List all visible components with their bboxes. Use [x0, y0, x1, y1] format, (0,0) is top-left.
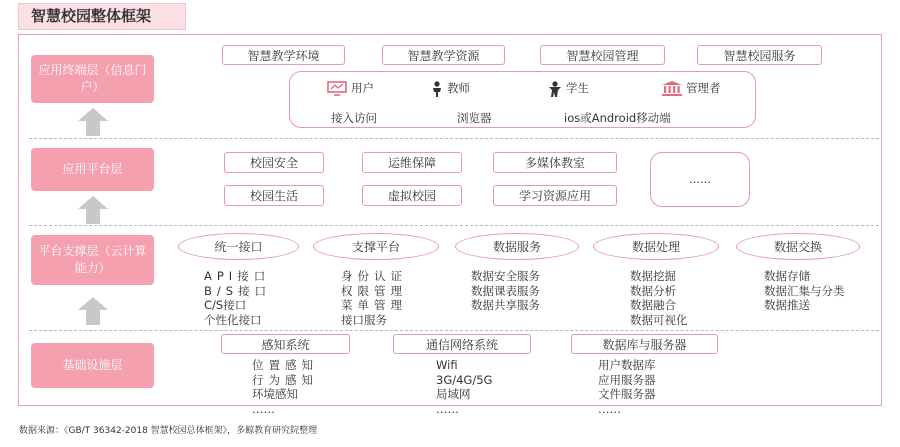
- list-item: 数据可视化: [630, 312, 688, 327]
- list-item: 数据融合: [630, 298, 676, 312]
- list-item: 环境感知: [252, 387, 298, 401]
- support-oval-data-processing: 数据处理: [593, 233, 719, 260]
- platform-item-campus-security: 校园安全: [224, 152, 324, 173]
- list-item: 菜单管理: [341, 298, 407, 312]
- list-item: B/S接口: [204, 283, 272, 298]
- diagram-title: 智慧校园整体框架: [18, 3, 186, 30]
- student-icon: [548, 81, 562, 97]
- infra-box-database: 数据库与服务器: [571, 334, 718, 354]
- list-item: 数据安全服务: [471, 269, 540, 283]
- list-item: ……: [252, 401, 275, 416]
- list-item: API接口: [204, 269, 271, 283]
- list-item: 个性化接口: [204, 312, 262, 327]
- platform-item-campus-life: 校园生活: [224, 185, 324, 206]
- support-oval-support-platform: 支撑平台: [313, 233, 439, 260]
- list-item: ……: [436, 401, 459, 416]
- infra-list-database: [598, 358, 656, 416]
- list-item: ……: [598, 401, 621, 416]
- up-arrow-icon: [78, 108, 108, 136]
- list-item: 数据汇集与分类: [764, 283, 845, 298]
- list-item: 用户数据库: [598, 358, 656, 372]
- support-list-data-processing: [630, 269, 688, 327]
- list-item: 数据课表服务: [471, 283, 540, 298]
- support-list-platform: [341, 269, 407, 327]
- terminal-box-campus-service: 智慧校园服务: [697, 45, 822, 65]
- list-item: 权限管理: [341, 283, 407, 298]
- up-arrow-icon: [78, 297, 108, 325]
- up-arrow-icon: [78, 196, 108, 224]
- platform-item-multimedia-classroom: 多媒体教室: [493, 152, 617, 173]
- infra-box-network: 通信网络系统: [393, 334, 531, 354]
- list-item: C/S接口: [204, 298, 247, 312]
- list-item: 行为感知: [252, 372, 318, 387]
- platform-item-more: ……: [650, 152, 750, 207]
- infra-box-sensing: 感知系统: [221, 334, 350, 354]
- access-browser-label: 浏览器: [457, 111, 492, 125]
- access-mobile-label: ios或Android移动端: [564, 111, 671, 125]
- building-icon: [662, 81, 682, 96]
- layer-divider: [29, 225, 879, 226]
- layer-divider: [29, 330, 879, 331]
- terminal-box-campus-management: 智慧校园管理: [540, 45, 665, 65]
- list-item: 应用服务器: [598, 372, 656, 387]
- infra-list-network: [436, 358, 492, 416]
- layer-label-support: 平台支撑层（云计算能力）: [31, 235, 154, 285]
- list-item: 局域网: [436, 387, 471, 401]
- layer-label-terminal: 应用终端层（信息门户）: [31, 55, 154, 103]
- user-role-admin: 管理者: [662, 80, 721, 96]
- user-role-student: 学生: [548, 80, 589, 97]
- layer-label-infra: 基础设施层: [31, 343, 154, 388]
- list-item: 数据挖掘: [630, 269, 676, 283]
- list-item: 数据存储: [764, 269, 810, 283]
- list-item: 数据共享服务: [471, 298, 540, 312]
- list-item: 数据分析: [630, 283, 676, 298]
- user-role-teacher: 教师: [431, 80, 470, 97]
- layer-label-platform: 应用平台层: [31, 148, 154, 191]
- terminal-box-teaching-resources: 智慧教学资源: [382, 45, 505, 65]
- platform-item-ops-support: 运维保障: [362, 152, 462, 173]
- list-item: 位置感知: [252, 358, 318, 372]
- platform-item-virtual-campus: 虚拟校园: [362, 185, 462, 206]
- support-list-data-exchange: [764, 269, 845, 313]
- teacher-icon: [431, 81, 443, 97]
- support-oval-data-service: 数据服务: [455, 233, 579, 260]
- access-entry-label: 接入访问: [331, 111, 377, 125]
- list-item: 接口服务: [341, 312, 387, 327]
- support-list-data-service: [471, 269, 540, 313]
- list-item: 身份认证: [341, 269, 407, 283]
- support-list-unified-interface: [204, 269, 271, 327]
- support-oval-data-exchange: 数据交换: [736, 233, 860, 260]
- terminal-box-teaching-env: 智慧教学环境: [222, 45, 345, 65]
- support-oval-unified-interface: 统一接口: [178, 233, 299, 260]
- source-footnote: 数据来源：《GB/T 36342-2018 智慧校园总体框架》，多鲸教育研究院整理: [19, 426, 318, 436]
- monitor-user-icon: [327, 81, 347, 96]
- list-item: 3G/4G/5G: [436, 372, 493, 387]
- layer-divider: [29, 138, 879, 139]
- list-item: Wifi: [436, 358, 458, 372]
- platform-item-learning-resources: 学习资源应用: [493, 185, 617, 206]
- user-role-user: 用户: [327, 80, 374, 96]
- list-item: 数据推送: [764, 298, 810, 312]
- list-item: 文件服务器: [598, 387, 656, 401]
- infra-list-sensing: [252, 358, 318, 416]
